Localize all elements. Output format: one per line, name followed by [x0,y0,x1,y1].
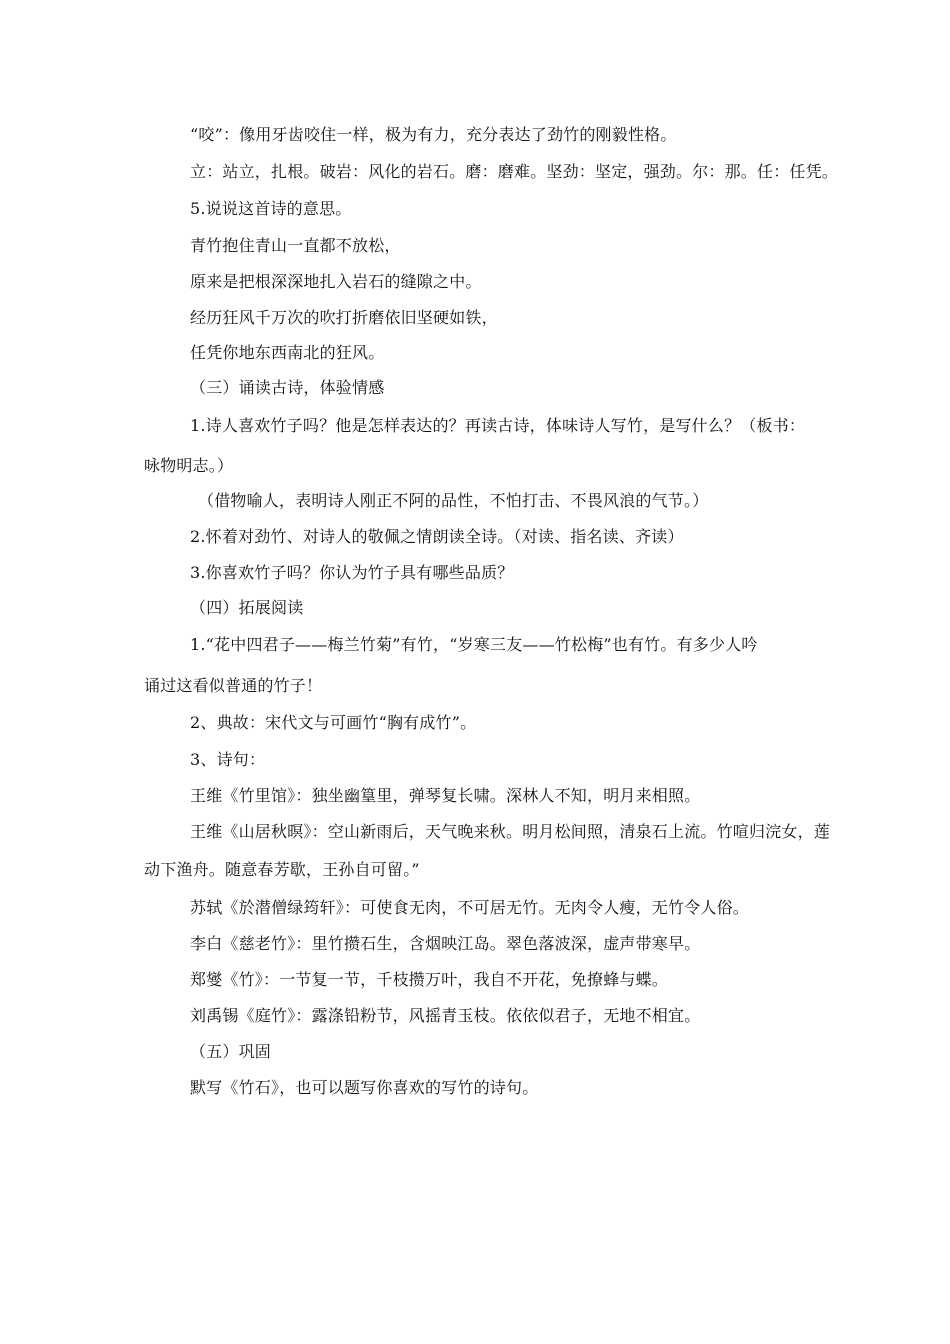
paragraph-line: 咏物明志。） [144,456,234,475]
poem-line: 苏轼《於潜僧绿筠轩》：可使食无肉，不可居无竹。无肉令人瘦，无竹令人俗。 [190,898,750,917]
section-heading: （三）诵读古诗，体验情感 [190,378,385,397]
poem-line: 李白《慈老竹》：里竹攒石生，含烟映江岛。翠色落波深，虚声带寒早。 [190,934,701,953]
paragraph-line: 5.说说这首诗的意思。 [190,199,352,218]
paragraph-line: 经历狂风千万次的吹打折磨依旧坚硬如铁， [190,308,498,327]
paragraph-line: （借物喻人，表明诗人刚正不阿的品性，不怕打击、不畏风浪的气节。） [198,491,709,510]
paragraph-line: 立：站立，扎根。破岩：风化的岩石。磨：磨难。坚劲：坚定，强劲。尔：那。任：任凭。 [190,162,839,181]
paragraph-line: “咬”：像用牙齿咬住一样，极为有力，充分表达了劲竹的刚毅性格。 [190,125,677,144]
section-heading: （五）巩固 [190,1042,272,1061]
paragraph-line: 任凭你地东西南北的狂风。 [190,343,385,362]
section-heading: （四）拓展阅读 [190,598,304,617]
paragraph-line: 原来是把根深深地扎入岩石的缝隙之中。 [190,272,482,291]
paragraph-line: 2.怀着对劲竹、对诗人的敬佩之情朗读全诗。（对读、指名读、齐读） [190,527,684,546]
paragraph-line: 3、诗句： [190,750,266,769]
paragraph-line: 默写《竹石》，也可以题写你喜欢的写竹的诗句。 [190,1078,539,1097]
paragraph-line: 1.诗人喜欢竹子吗？他是怎样表达的？再读古诗，体味诗人写竹，是写什么？（板书： [190,416,806,435]
paragraph-line: 2、典故：宋代文与可画竹“胸有成竹”。 [190,713,477,732]
poem-line: 王维《竹里馆》：独坐幽篁里，弹琴复长啸。深林人不知，明月来相照。 [190,786,701,805]
poem-line: 郑燮《竹》：一节复一节，千枝攒万叶，我自不开花，免撩蜂与蝶。 [190,970,669,989]
poem-line: 王维《山居秋暝》：空山新雨后，天气晚来秋。明月松间照，清泉石上流。竹喧归浣女，莲 [190,822,831,841]
paragraph-line: 3.你喜欢竹子吗？你认为竹子具有哪些品质？ [190,563,514,582]
paragraph-line: 诵过这看似普通的竹子！ [144,676,323,695]
paragraph-line: 1.“花中四君子——梅兰竹菊”有竹，“岁寒三友——竹松梅”也有竹。有多少人吟 [190,635,758,654]
poem-line: 刘禹锡《庭竹》：露涤铅粉节，风摇青玉枝。依依似君子，无地不相宜。 [190,1006,701,1025]
poem-line: 动下渔舟。随意春芳歇，王孙自可留。” [144,860,420,879]
paragraph-line: 青竹抱住青山一直都不放松， [190,236,401,255]
